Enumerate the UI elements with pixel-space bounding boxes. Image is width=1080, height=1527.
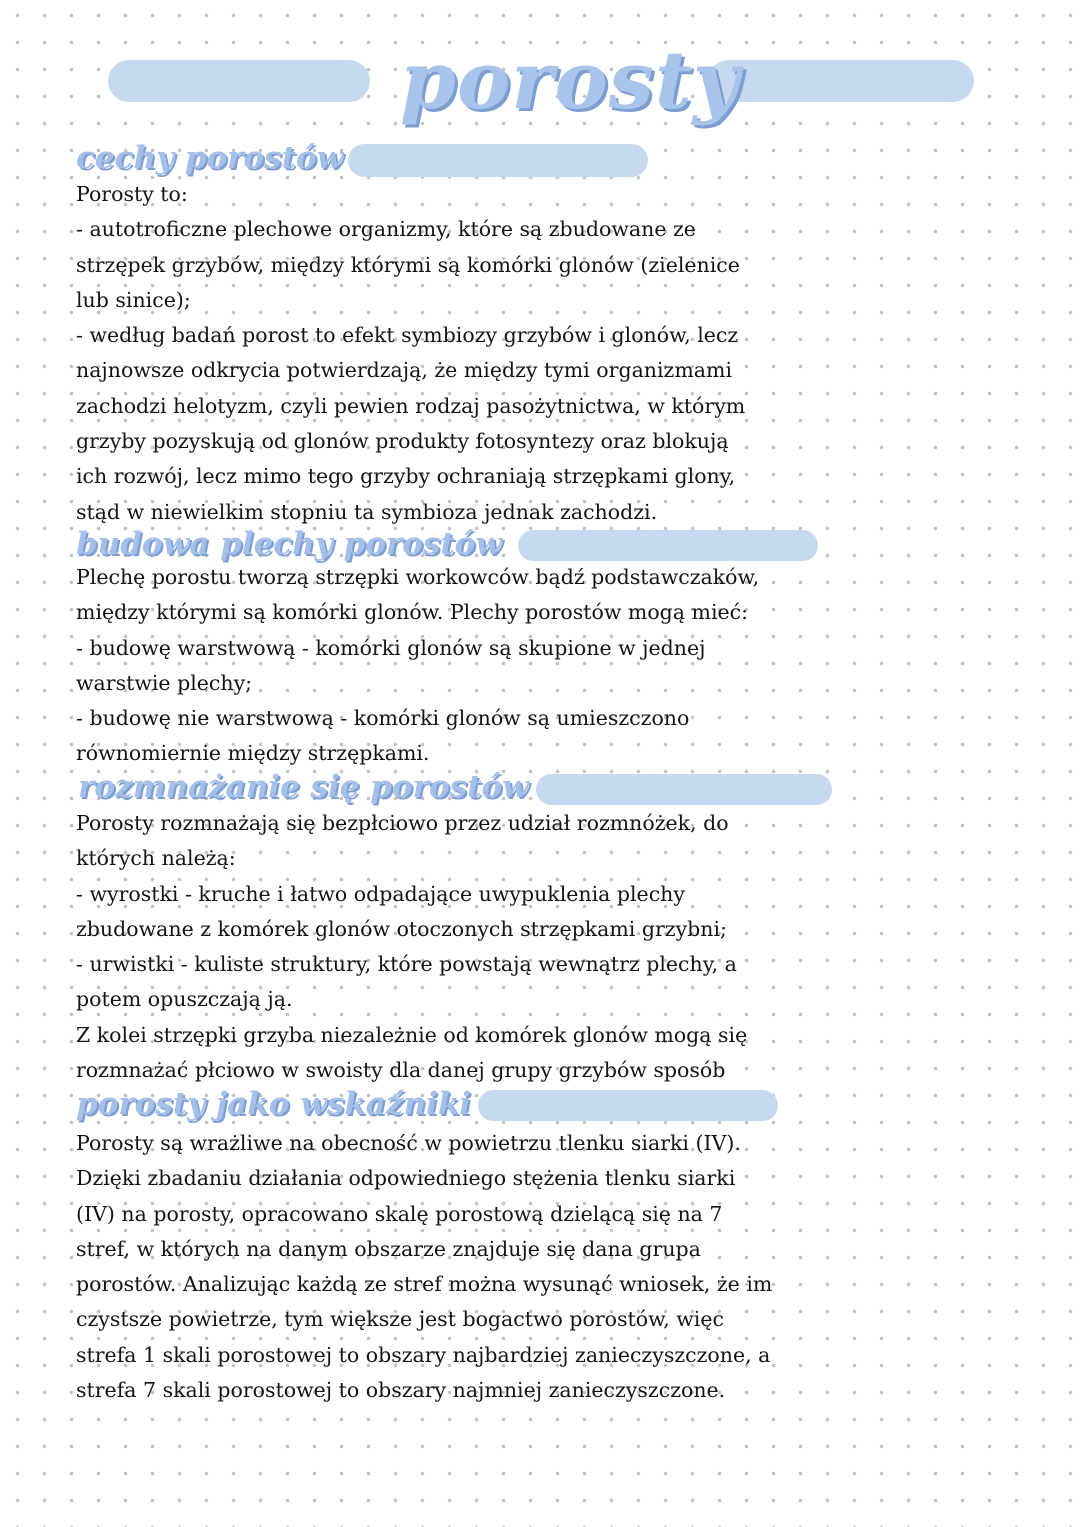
section-4-line: porostów. Analizując każdą ze stref można wysunąć wniosek, że im: [76, 1272, 773, 1297]
section-2-line: równomiernie między strzępkami.: [76, 741, 430, 766]
section-3-line: - urwistki - kuliste struktury, które powstają wewnątrz plechy, a: [76, 952, 737, 977]
section-4-heading-bar: [478, 1090, 778, 1121]
section-1-heading-bar: [348, 144, 648, 177]
section-2-line: między którymi są komórki glonów. Plechy porostów mogą mieć:: [76, 600, 749, 625]
section-1-line: - według badań porost to efekt symbiozy grzybów i glonów, lecz: [76, 323, 739, 348]
section-4-line: strefa 7 skali porostowej to obszary najmniej zanieczyszczone.: [76, 1378, 726, 1403]
section-2-line: - budowę warstwową - komórki glonów są skupione w jednej: [76, 635, 706, 660]
section-2-body: [76, 560, 856, 772]
section-4-line: stref, w których na danym obszarze znajduje się dana grupa: [76, 1236, 701, 1261]
page-title: porosty: [400, 33, 741, 127]
section-2-line: - budowę nie warstwową - komórki glonów są umieszczono: [76, 706, 690, 731]
section-4-line: czystsze powietrze, tym większe jest bogactwo porostów, więc: [76, 1307, 724, 1332]
section-1-line: Porosty to:: [76, 182, 188, 206]
section-3-line: Z kolei strzępki grzyba niezależnie od komórek glonów mogą się: [76, 1022, 748, 1047]
section-3-body: [76, 806, 856, 1088]
section-1-line: zachodzi helotyzm, czyli pewien rodzaj pasożytnictwa, w którym: [76, 393, 746, 418]
section-4-line: Porosty są wrażliwe na obecność w powietrzu tlenku siarki (IV).: [76, 1131, 741, 1155]
section-4-line: (IV) na porosty, opracowano skalę porostową dzielącą się na 7: [76, 1201, 723, 1226]
section-3-line: potem opuszczają ją.: [76, 987, 293, 1012]
section-1-line: - autotroficzne plechowe organizmy, które są zbudowane ze: [76, 217, 696, 242]
section-3-line: zbudowane z komórek glonów otoczonych strzępkami grzybni;: [76, 916, 727, 941]
section-1-line: lub sinice);: [76, 287, 191, 312]
section-3-heading: rozmnażanie się porostów: [78, 769, 529, 805]
section-3-line: Porosty rozmnażają się bezpłciowo przez udział rozmnóżek, do: [76, 811, 729, 835]
section-3-line: których należą:: [76, 846, 236, 871]
title-right-bar: [708, 60, 974, 102]
section-2-heading-bar: [518, 530, 818, 561]
section-4-body: [76, 1126, 856, 1408]
section-2-heading: budowa plechy porostów: [76, 526, 503, 562]
section-1-heading: cechy porostów: [76, 140, 344, 176]
section-1-body: [76, 177, 856, 530]
section-4-line: strefa 1 skali porostowej to obszary najbardziej zanieczyszczone, a: [76, 1342, 771, 1367]
section-3-line: rozmnażać płciowo w swoisty dla danej grupy grzybów sposób: [76, 1058, 726, 1083]
section-4-heading: porosty jako wskaźniki: [76, 1086, 472, 1122]
section-2-line: warstwie plechy;: [76, 670, 253, 695]
section-1-line: ich rozwój, lecz mimo tego grzyby ochraniają strzępkami glony,: [76, 464, 736, 489]
section-3-heading-bar: [536, 774, 832, 805]
section-1-line: stąd w niewielkim stopniu ta symbioza jednak zachodzi.: [76, 499, 658, 524]
section-1-line: najnowsze odkrycia potwierdzają, że między tymi organizmami: [76, 358, 733, 383]
section-3-line: - wyrostki - kruche i łatwo odpadające uwypuklenia plechy: [76, 881, 685, 906]
section-1-line: grzyby pozyskują od glonów produkty fotosyntezy oraz blokują: [76, 429, 729, 454]
section-2-line: Plechę porostu tworzą strzępki workowców bądź podstawczaków,: [76, 565, 760, 589]
section-4-line: Dzięki zbadaniu działania odpowiedniego stężenia tlenku siarki: [76, 1166, 736, 1191]
title-left-bar: [108, 60, 370, 102]
section-1-line: strzępek grzybów, między którymi są komórki glonów (zielenice: [76, 252, 740, 277]
